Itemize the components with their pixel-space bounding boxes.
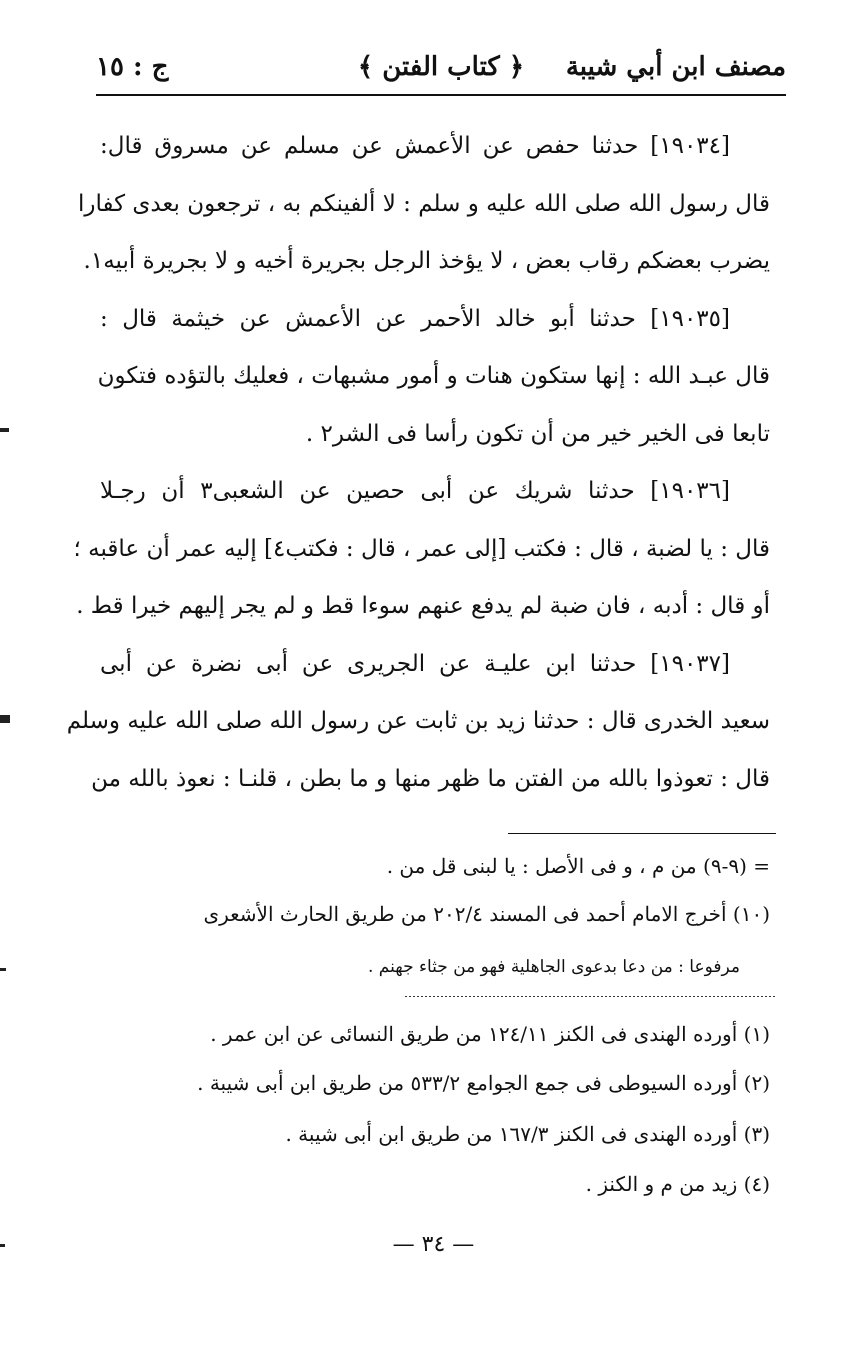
footnote: (٣) أورده الهندى فى الكنز ١٦٧/٣ من طريق ابن أبى شيبة . xyxy=(285,1122,770,1146)
text-line: [١٩٠٣٧] حدثنا ابن عليـة عن الجريرى عن أبى نضرة عن أبى xyxy=(100,650,730,677)
footnote-divider xyxy=(405,996,775,997)
footnote: (٤) زيد من م و الكنز . xyxy=(585,1172,770,1196)
text-line: قال : تعوذوا بالله من الفتن ما ظهر منها و ما بطن ، قلنـا : نعوذ بالله من xyxy=(91,765,770,792)
book-title: مصنف ابن أبي شيبة xyxy=(565,52,786,82)
chapter-title: ﴿ كتاب الفتن ﴾ xyxy=(357,52,525,82)
page-number: — ٣٤ — xyxy=(392,1232,475,1257)
footnote: (١) أورده الهندى فى الكنز ١٢٤/١١ من طريق النسائى عن ابن عمر . xyxy=(210,1022,770,1046)
text-line: سعيد الخدرى قال : حدثنا زيد بن ثابت عن رسول الله صلى الله عليه وسلم xyxy=(66,708,770,734)
scan-mark xyxy=(0,715,10,723)
text-line: [١٩٠٣٦] حدثنا شريك عن أبى حصين عن الشعبى٣ أن رجـلا xyxy=(100,478,730,504)
text-line: يضرب بعضكم رقاب بعض ، لا يؤخذ الرجل بجريرة أخيه و لا بجريرة أبيه١. xyxy=(83,248,770,274)
text-line: قال : يا لضبة ، قال : فكتب [إلى عمر ، قال : فكتب٤] إليه عمر أن عاقبه ؛ xyxy=(73,535,770,562)
text-line: تابعا فى الخير خير من أن تكون رأسا فى الشر٢ . xyxy=(305,420,770,447)
main-text xyxy=(66,118,770,808)
text-line: قال رسول الله صلى الله عليه و سلم : لا ألفينكم به ، ترجعون بعدى كفارا xyxy=(77,190,770,217)
footnote-prev: = (٩-٩) من م ، و فى الأصل : يا لبنى قل من . xyxy=(386,854,770,878)
footnote-prev: مرفوعا : من دعا بدعوى الجاهلية فهو من جثاء جهنم . xyxy=(368,957,740,977)
scan-mark xyxy=(0,428,9,432)
header-rule xyxy=(96,94,786,96)
page-header xyxy=(96,48,786,92)
scan-mark xyxy=(0,968,6,971)
footnote: (٢) أورده السيوطى فى جمع الجوامع ٥٣٣/٢ من طريق ابن أبى شيبة . xyxy=(197,1071,770,1095)
footnote-rule xyxy=(508,833,776,834)
volume-number: ج : ١٥ xyxy=(96,52,169,82)
text-line: أو قال : أدبه ، فان ضبة لم يدفع عنهم سوءا قط و لم يجر إليهم خيرا قط . xyxy=(76,593,770,619)
text-line: [١٩٠٣٤] حدثنا حفص عن الأعمش عن مسلم عن مسروق قال: xyxy=(100,133,730,159)
scan-mark xyxy=(0,1244,5,1247)
footnote-prev: (١٠) أخرج الامام أحمد فى المسند ٢٠٢/٤ من طريق الحارث الأشعرى xyxy=(203,902,770,926)
text-line: قال عبـد الله : إنها ستكون هنات و أمور مشبهات ، فعليك بالتؤده فتكون xyxy=(97,363,770,389)
text-line: [١٩٠٣٥] حدثنا أبو خالد الأحمر عن الأعمش عن خيثمة قال : xyxy=(100,305,730,332)
